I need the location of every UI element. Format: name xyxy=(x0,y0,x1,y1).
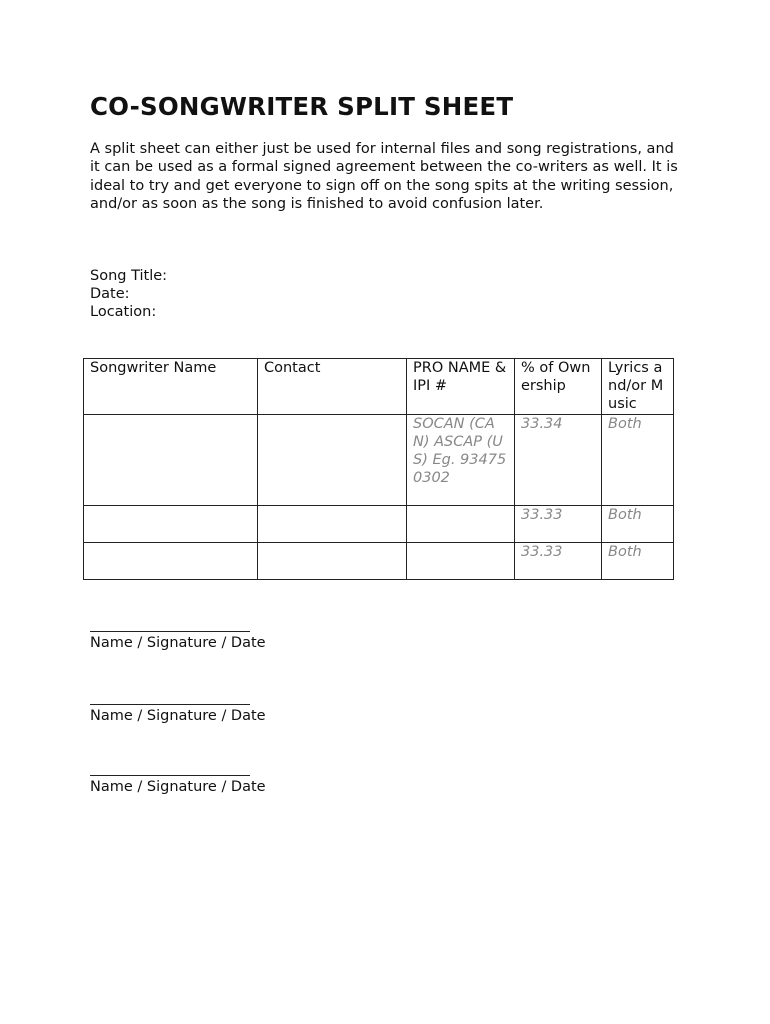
header-percent-ownership: % of Ownership xyxy=(515,359,602,415)
table-row xyxy=(84,542,674,579)
signature-line[interactable] xyxy=(90,704,250,705)
signature-block xyxy=(90,704,266,725)
signature-line[interactable] xyxy=(90,631,250,632)
signature-block xyxy=(90,775,266,796)
signature-label: Name / Signature / Date xyxy=(90,779,266,795)
song-title-field[interactable]: Song Title: xyxy=(90,268,168,284)
lyrics-music-cell[interactable]: Both xyxy=(602,414,674,505)
signature-block xyxy=(90,631,266,652)
song-info-fields xyxy=(90,267,167,322)
intro-paragraph: A split sheet can either just be used for internal files and song registrations, and it can be used as a formal signed agreement between the co-writers as well. It is ideal to try and get everyone to sign off on the song spits at the writing session, and/or as soon as the song is finished to avoid confusion later. xyxy=(90,141,678,213)
songwriter-name-cell[interactable] xyxy=(84,505,258,542)
header-lyrics-music: Lyrics and/or Music xyxy=(602,359,674,415)
songwriter-name-cell[interactable] xyxy=(84,542,258,579)
table-header-row xyxy=(84,359,674,415)
pro-ipi-cell[interactable]: SOCAN (CAN) ASCAP (US) Eg. 934750302 xyxy=(407,414,515,505)
percent-ownership-cell[interactable]: 33.33 xyxy=(515,542,602,579)
percent-ownership-cell[interactable]: 33.34 xyxy=(515,414,602,505)
pro-ipi-cell[interactable] xyxy=(407,505,515,542)
signature-label: Name / Signature / Date xyxy=(90,708,266,724)
percent-ownership-cell[interactable]: 33.33 xyxy=(515,505,602,542)
header-contact: Contact xyxy=(258,359,407,415)
pro-ipi-cell[interactable] xyxy=(407,542,515,579)
split-table xyxy=(83,358,674,580)
header-songwriter-name: Songwriter Name xyxy=(84,359,258,415)
contact-cell[interactable] xyxy=(258,505,407,542)
signature-label: Name / Signature / Date xyxy=(90,635,266,651)
lyrics-music-cell[interactable]: Both xyxy=(602,542,674,579)
date-field[interactable]: Date: xyxy=(90,286,130,303)
lyrics-music-cell[interactable]: Both xyxy=(602,505,674,542)
table-row xyxy=(84,505,674,542)
table-row xyxy=(84,414,674,505)
header-pro-name-ipi: PRO NAME & IPI # xyxy=(407,359,515,415)
document-title: CO-SONGWRITER SPLIT SHEET xyxy=(90,92,514,121)
contact-cell[interactable] xyxy=(258,542,407,579)
songwriter-name-cell[interactable] xyxy=(84,414,258,505)
contact-cell[interactable] xyxy=(258,414,407,505)
signature-line[interactable] xyxy=(90,775,250,776)
location-field[interactable]: Location: xyxy=(90,304,157,321)
